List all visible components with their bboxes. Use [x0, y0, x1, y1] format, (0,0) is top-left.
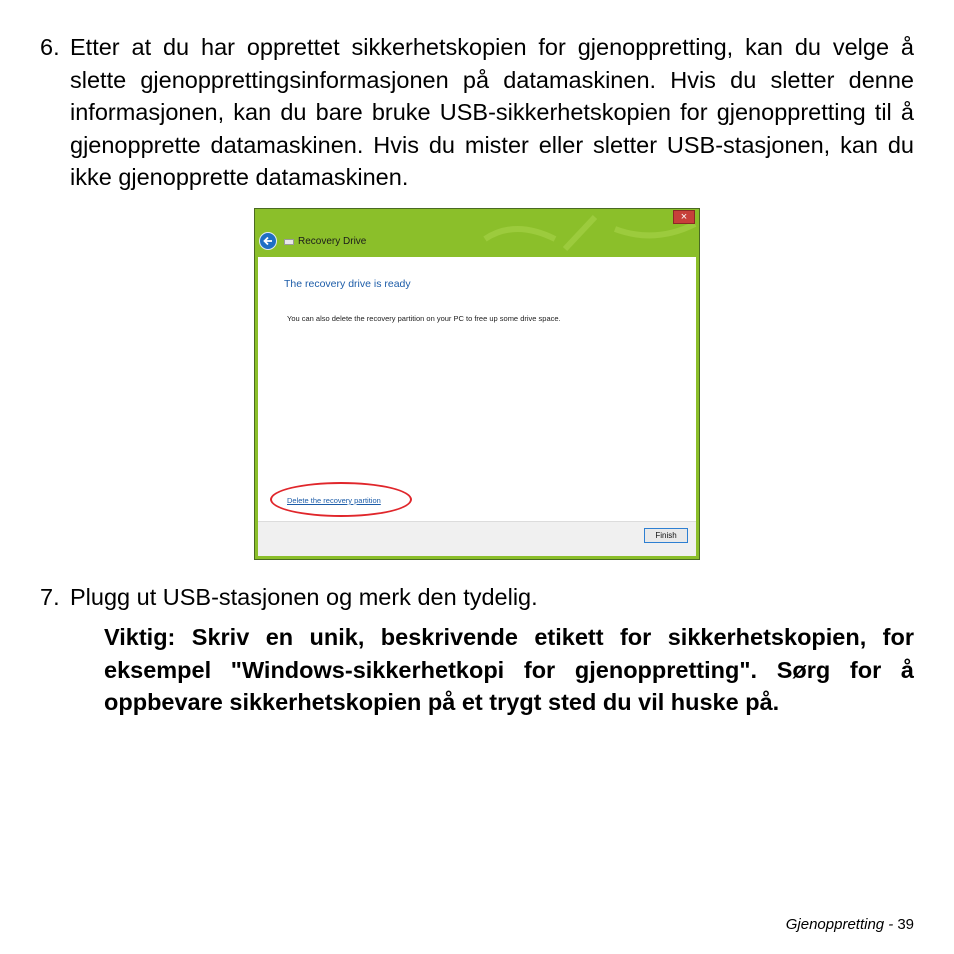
highlight-circle	[270, 482, 412, 517]
dialog-footer	[258, 521, 696, 556]
recovery-drive-window	[254, 208, 700, 560]
important-note: Viktig: Skriv en unik, beskrivende etikett for sikkerhetskopien, for eksempel "Windows-sikkerhetkopi for gjenoppretting". Sørg for å oppbevare sikkerhetskopien på et trygt sted du vil huske på.	[104, 624, 914, 715]
page-footer	[786, 916, 914, 933]
delete-recovery-partition-link[interactable]: Delete the recovery partition	[287, 496, 381, 505]
step-7	[40, 581, 914, 614]
finish-button[interactable]: Finish	[644, 528, 688, 543]
step-text: Etter at du har opprettet sikkerhetskopien for gjenoppretting, kan du velge å slette gjenopprettingsinformasjonen på datamaskinen. Hvis du sletter denne informasjonen, kan du bare bruke USB-sikkerhetskopien for gjenoppretting til å gjenopprette datamaskinen. Hvis du mister eller sletter USB-stasjonen, kan du ikke gjenopprette datamaskinen.	[70, 34, 914, 190]
dialog-content	[258, 257, 696, 556]
dialog-info-text: You can also delete the recovery partition on your PC to free up some drive space.	[287, 314, 561, 323]
back-arrow-icon	[262, 235, 274, 247]
close-button[interactable]: ×	[673, 210, 695, 224]
step-number: 7.	[40, 584, 60, 610]
page-number: 39	[897, 916, 914, 933]
window-title: Recovery Drive	[298, 236, 367, 247]
step-6	[40, 31, 914, 194]
usb-drive-icon	[284, 239, 294, 245]
footer-section: Gjenoppretting -	[785, 916, 894, 933]
window-background-decoration	[255, 209, 700, 257]
dialog-heading: The recovery drive is ready	[284, 278, 411, 290]
step-text: Plugg ut USB-stasjonen og merk den tydelig.	[70, 584, 538, 610]
back-button[interactable]	[259, 232, 277, 250]
step-number: 6.	[40, 34, 60, 60]
